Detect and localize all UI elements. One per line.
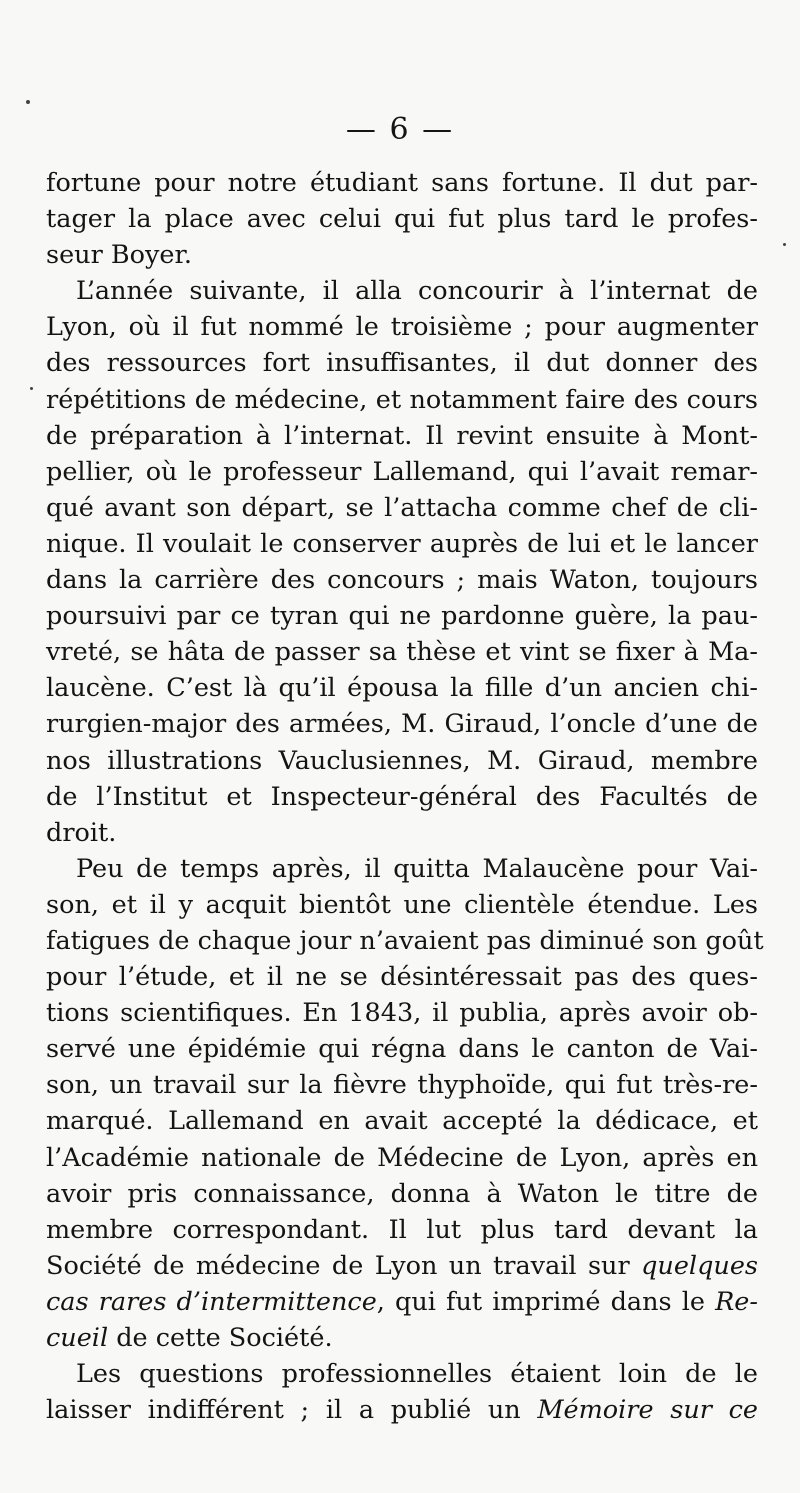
text-line: cueil de cette Société. bbox=[46, 1323, 333, 1353]
print-speck bbox=[783, 243, 786, 246]
text-line: tions scientifiques. En 1843, il publia, après avoir ob- bbox=[46, 998, 758, 1029]
paragraph-1 bbox=[46, 165, 758, 273]
text-line: qué avant son départ, se l’attacha comme chef de cli- bbox=[46, 492, 758, 523]
text-line: répétitions de médecine, et notamment faire des cours bbox=[46, 384, 758, 415]
text-line: des ressources fort insuffisantes, il dut donner des bbox=[46, 348, 758, 379]
text-line: avoir pris connaissance, donna à Waton le titre de bbox=[46, 1178, 758, 1209]
text-line: de préparation à l’internat. Il revint ensuite à Mont- bbox=[46, 420, 758, 451]
text-line: nique. Il voulait le conserver auprès de lui et le lancer bbox=[46, 528, 758, 559]
text-line: pour l’étude, et il ne se désintéressait pas des ques- bbox=[46, 962, 758, 993]
text-line: seur Boyer. bbox=[46, 240, 192, 271]
text-line: Les questions professionnelles étaient loin de le bbox=[76, 1359, 758, 1390]
print-speck bbox=[26, 100, 30, 104]
text-line: de l’Institut et Inspecteur-général des Facultés de bbox=[46, 781, 758, 812]
text-line: poursuivi par ce tyran qui ne pardonne guère, la pau- bbox=[46, 601, 758, 632]
text-line: pellier, où le professeur Lallemand, qui l’avait remar- bbox=[46, 456, 758, 487]
text-line: Peu de temps après, il quitta Malaucène pour Vai- bbox=[76, 853, 758, 884]
text-line: fortune pour notre étudiant sans fortune. Il dut par- bbox=[46, 168, 758, 198]
page-number: — 6 — bbox=[345, 112, 455, 147]
text-line: servé une épidémie qui régna dans le canton de Vai- bbox=[46, 1034, 758, 1065]
text-line: cas rares d’intermittence, qui fut imprimé dans le Re- bbox=[46, 1286, 759, 1317]
text-line: tager la place avec celui qui fut plus tard le profes- bbox=[46, 204, 758, 235]
text-line: fatigues de chaque jour n’avaient pas diminué son goût bbox=[46, 925, 764, 956]
body-text bbox=[46, 165, 764, 1428]
text-line: Société de médecine de Lyon un travail sur quelques bbox=[46, 1250, 758, 1281]
text-line: marqué. Lallemand en avait accepté la dédicace, et bbox=[46, 1106, 758, 1137]
text-line: laisser indifférent ; il a publié un Mémoire sur ce bbox=[46, 1395, 758, 1426]
paragraph-2 bbox=[46, 273, 758, 851]
text-line: membre correspondant. Il lut plus tard devant la bbox=[46, 1214, 758, 1245]
text-line: son, un travail sur la fièvre thyphoïde, qui fut très-re- bbox=[46, 1070, 758, 1101]
text-line: L’année suivante, il alla concourir à l’internat de bbox=[76, 276, 758, 307]
text-line: son, et il y acquit bientôt une clientèle étendue. Les bbox=[46, 889, 758, 920]
text-line: nos illustrations Vauclusiennes, M. Giraud, membre bbox=[46, 745, 758, 776]
text-line: droit. bbox=[46, 817, 117, 848]
text-line: Lyon, où il fut nommé le troisième ; pour augmenter bbox=[46, 312, 758, 343]
text-line: vreté, se hâta de passer sa thèse et vint se fixer à Ma- bbox=[46, 637, 758, 668]
paragraph-3 bbox=[46, 851, 764, 1356]
text-line: dans la carrière des concours ; mais Waton, toujours bbox=[46, 565, 758, 596]
print-speck bbox=[30, 387, 33, 390]
paragraph-4 bbox=[46, 1356, 758, 1428]
text-line: l’Académie nationale de Médecine de Lyon, après en bbox=[46, 1142, 758, 1173]
text-line: rurgien-major des armées, M. Giraud, l’oncle d’une de bbox=[46, 709, 758, 740]
text-line: laucène. C’est là qu’il épousa la fille d’un ancien chi- bbox=[46, 673, 758, 704]
